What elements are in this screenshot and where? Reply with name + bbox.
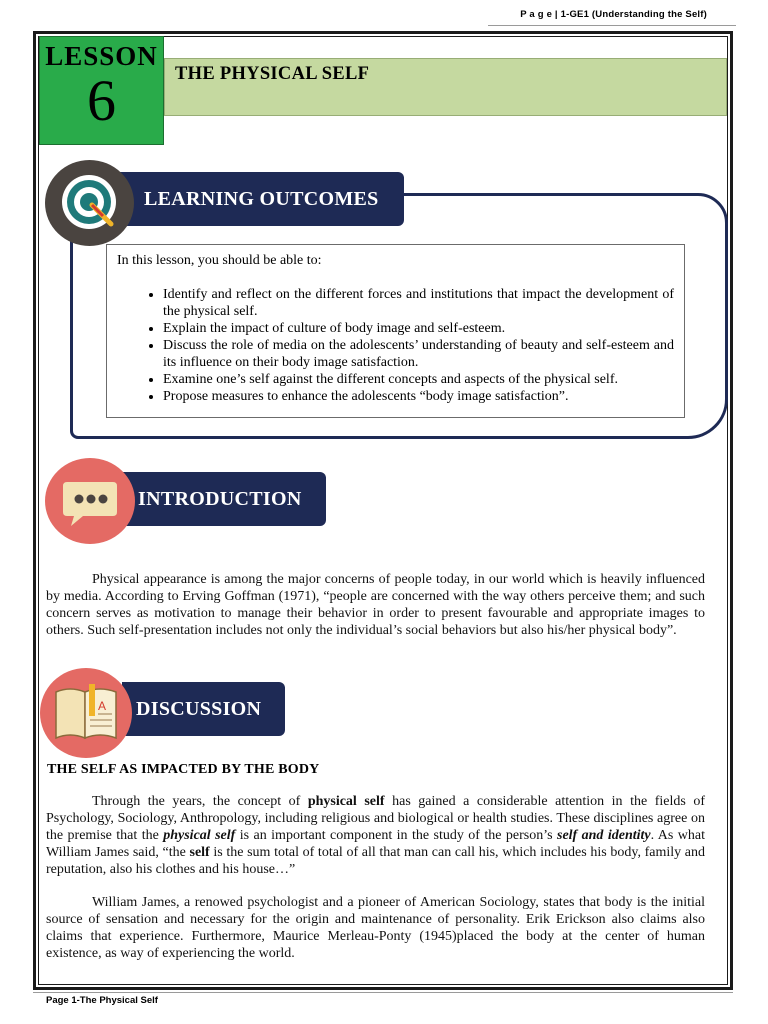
list-item: • Identify and reflect on the different forces and institutions that impact the development of the physical self. (163, 286, 674, 320)
discussion-subheading: THE SELF AS IMPACTED BY THE BODY (47, 762, 320, 777)
emphasis-physical-self-italic: physical self (163, 828, 236, 843)
learning-outcomes-heading: LEARNING OUTCOMES (144, 187, 379, 210)
list-item: • Examine one’s self against the different concepts and aspects of the physical self. (163, 371, 674, 388)
discussion-heading: DISCUSSION (136, 697, 262, 720)
lesson-title-bar (164, 58, 727, 116)
page-footer: Page 1-The Physical Self (46, 995, 158, 1006)
open-book-icon (40, 668, 132, 758)
lesson-title: THE PHYSICAL SELF (175, 64, 370, 84)
discussion-paragraph-2 (46, 894, 705, 962)
introduction-text: Physical appearance is among the major concerns of people today, in our world which is heavily influenced by media. According to Erving Goffman (1971), “people are concerned with the way others perceive them; and such concern serves as motivation to manage their behavior in order to present favourable and appropriate images to others. Such self-presentation includes not only the individual’s social behaviors but also his/her physical body”. (46, 572, 705, 638)
list-item: • Explain the impact of culture of body image and self-esteem. (163, 320, 674, 337)
page-header: P a g e | 1-GE1 (Understanding the Self) (520, 9, 707, 20)
learning-outcomes-list (117, 286, 674, 405)
book-letter: A (97, 699, 107, 713)
emphasis-physical-self: physical self (307, 794, 385, 809)
lesson-number: 6 (87, 68, 116, 133)
target-icon (45, 160, 134, 246)
header-divider (488, 25, 736, 26)
learning-outcomes-intro: In this lesson, you should be able to: (117, 253, 322, 268)
introduction-banner (122, 472, 326, 526)
discussion-text-2: William James, a renowed psychologist and a pioneer of American Sociology, states that body is the initial source of sensation and necessary for the origin and maintenance of personality. Erik Erickson also claims also claims that experience. Furthermore, Maurice Merleau-Ponty (1945)placed the body at the center of human existence, as way of experiencing the world. (46, 895, 705, 961)
speech-bubble-icon (45, 458, 135, 544)
introduction-paragraph (46, 571, 705, 639)
learning-outcomes-box (106, 244, 685, 418)
lesson-label: LESSON (45, 41, 158, 71)
emphasis-self-and-identity: self and identity (557, 828, 651, 843)
list-item: • Propose measures to enhance the adolescents “body image satisfaction”. (163, 388, 674, 405)
emphasis-self: self (189, 845, 210, 860)
learning-outcomes-banner (118, 172, 404, 226)
lesson-badge (39, 36, 164, 145)
discussion-banner (122, 682, 285, 736)
footer-divider (33, 992, 733, 993)
introduction-heading: INTRODUCTION (138, 487, 302, 510)
list-item: • Discuss the role of media on the adolescents’ understanding of beauty and self-esteem and its influence on their body image satisfaction. (163, 337, 674, 371)
discussion-paragraph-1: Through the years, the concept of physical self has gained a considerable attention in the fields of Psychology, Sociology, Anthropology, including religious and biological or health studies. These disciplines agree on the premise that the physical self is an important component in the study of the person’s self and identity. As what William James said, “the self is the sum total of total of all that man can call his, which includes his body, family and reputation, also his clothes and his house…” (46, 794, 705, 877)
